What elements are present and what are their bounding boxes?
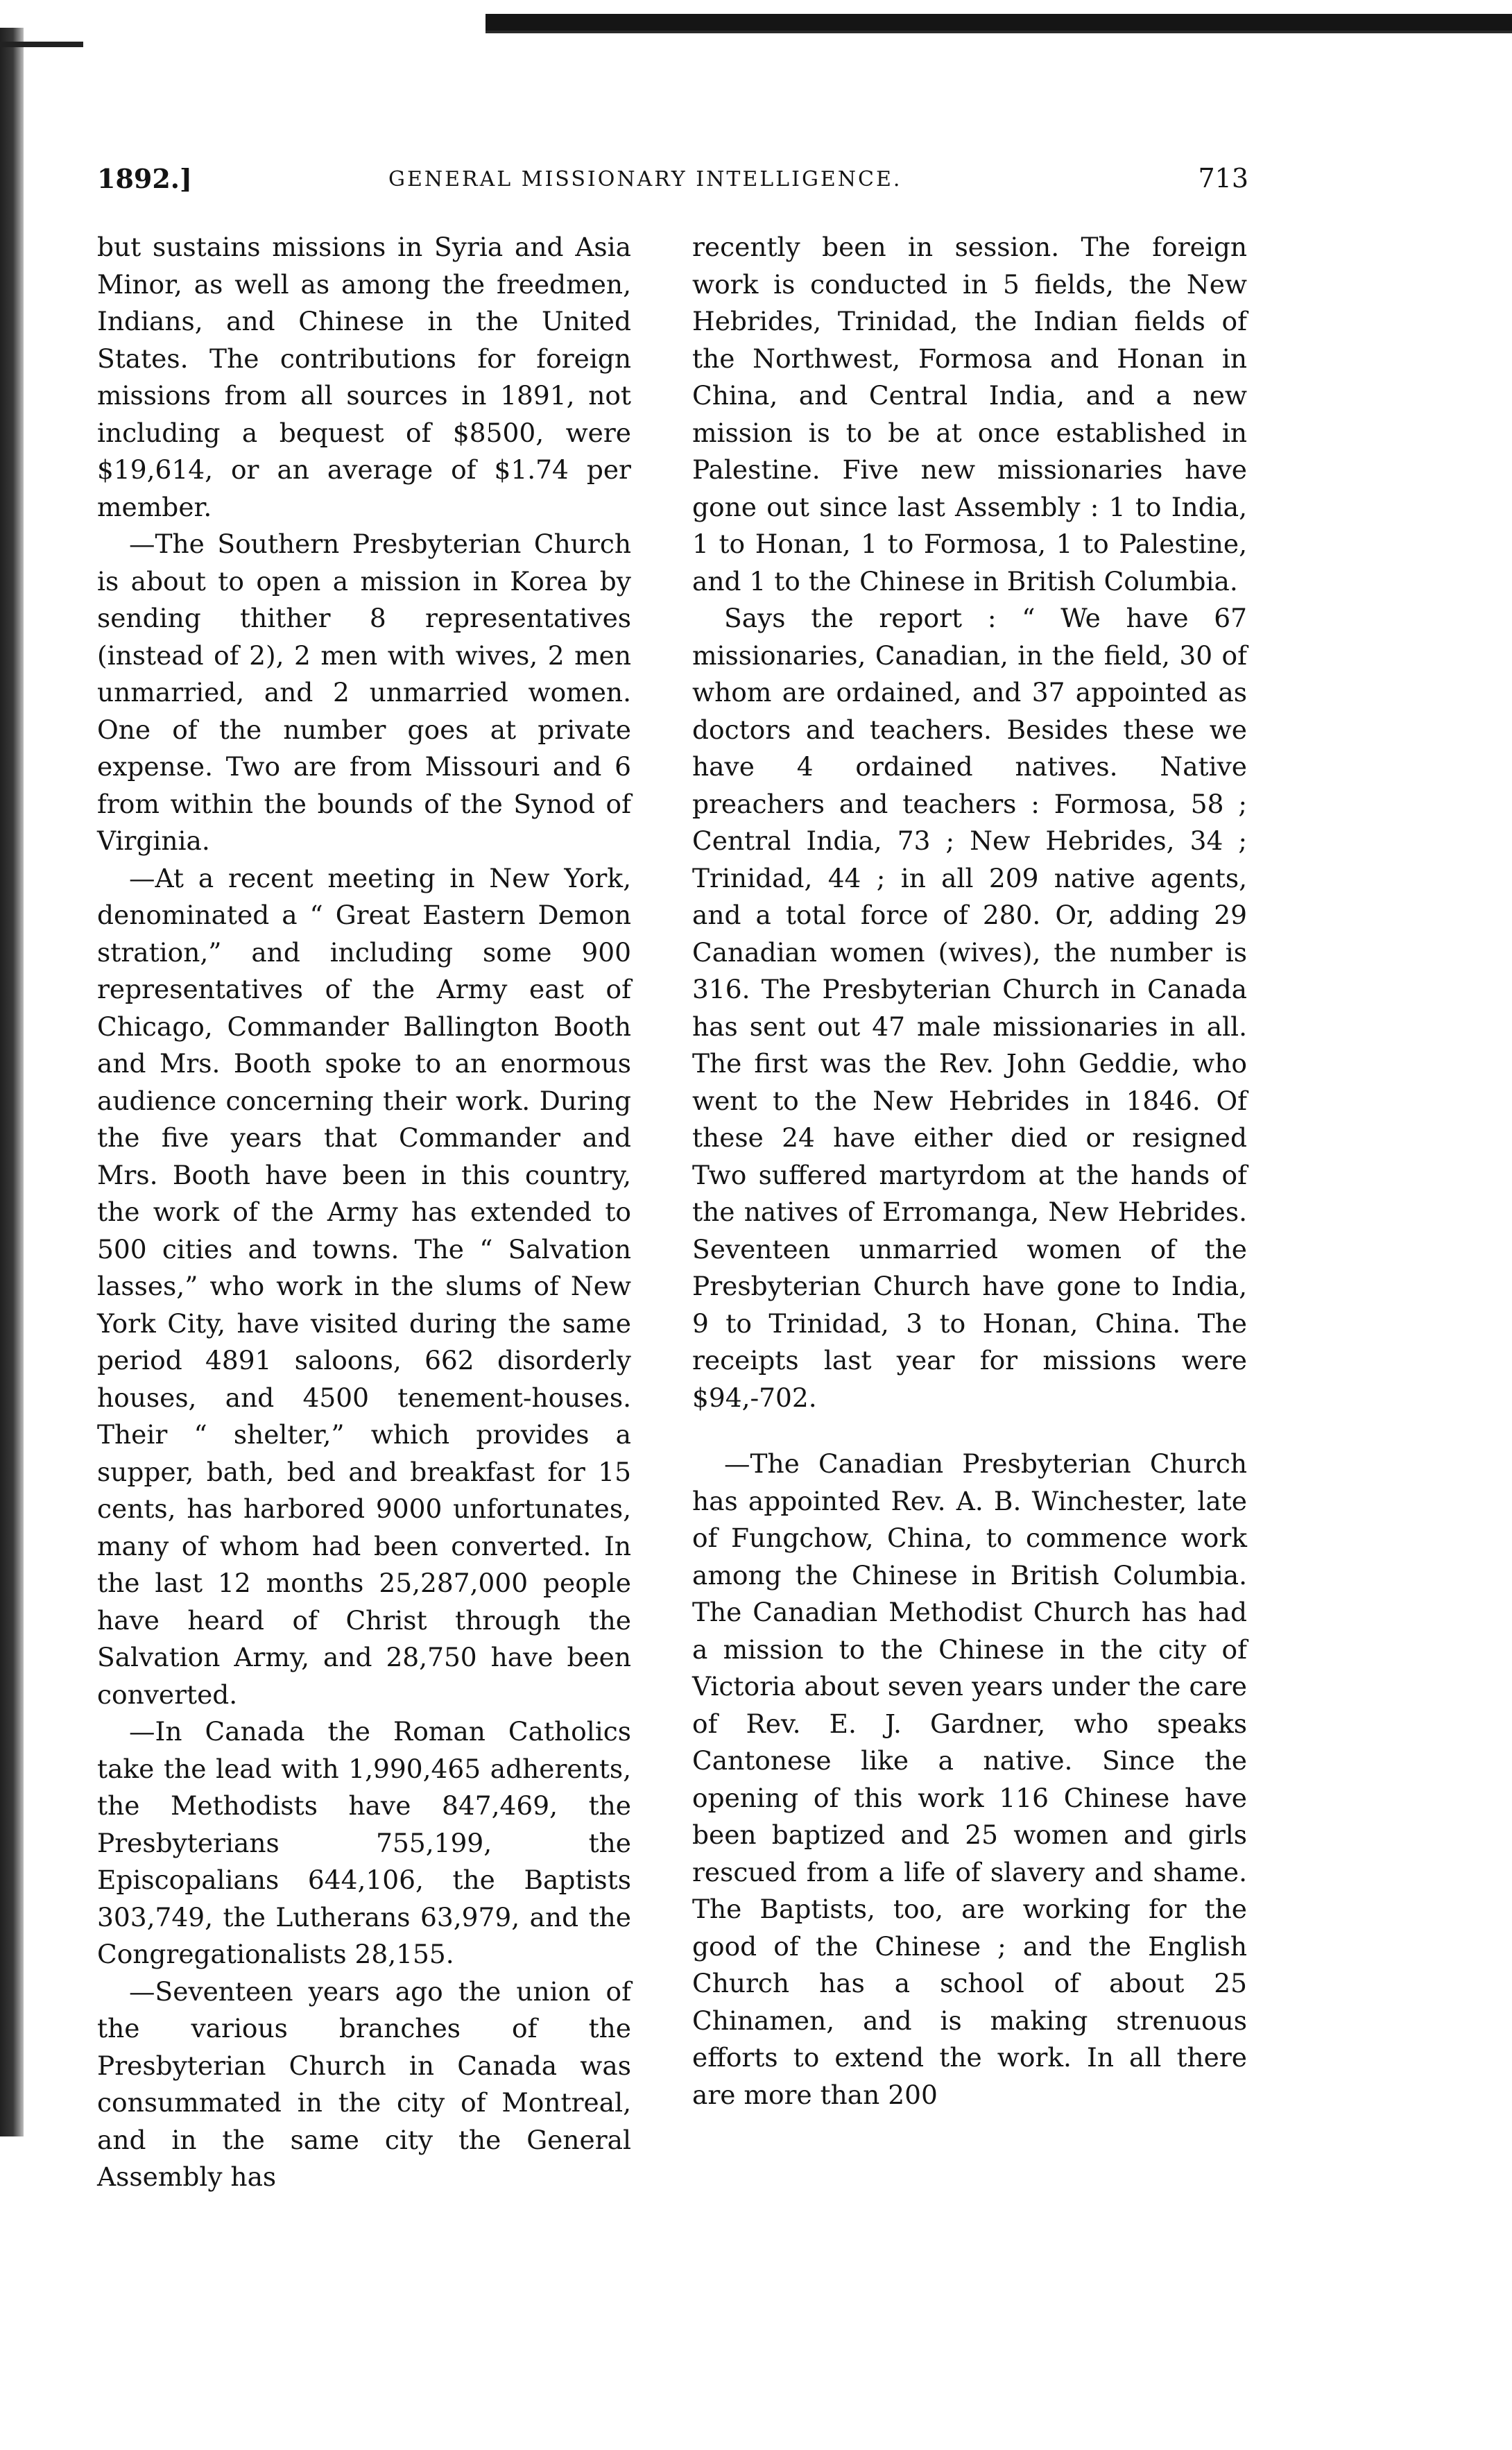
paragraph: —The Southern Presbyterian Church is about to open a mission in Korea by sending thither 8 representatives (instead of 2), 2 men with wives, 2 men unmarried, and 2 unmarried women. One of the number goes at private expense. Two are from Missouri and 6 from within the bounds of the Synod of Virginia. <box>97 529 631 856</box>
running-header <box>97 163 1248 205</box>
paragraph: recently been in session. The foreign work is conducted in 5 fields, the New Hebrides, Trinidad, the Indian fields of the Northwest, Formosa and Honan in China, and Central India, and a new mission is to be at once established in Palestine. Five new missionaries have gone out since last Assembly : 1 to India, 1 to Honan, 1 to Formosa, 1 to Palestine, and 1 to the Chinese in British Columbia. <box>692 232 1247 597</box>
top-rule <box>486 14 1512 32</box>
right-column <box>692 229 1247 2114</box>
paragraph: but sustains missions in Syria and Asia Minor, as well as among the freedmen, Indians, and Chinese in the United States. The contributions for foreign missions from all sources in 1891, not including a bequest of $8500, were $19,614, or an average of $1.74 per member. <box>97 232 631 522</box>
header-date: 1892.] <box>97 163 192 194</box>
paragraph: —The Canadian Presbyterian Church has appointed Rev. A. B. Winchester, late of Fungchow, China, to commence work among the Chinese in British Columbia. The Canadian Methodist Church has had a mission to the Chinese in the city of Victoria about seven years under the care of Rev. E. J. Gardner, who speaks Cantonese like a native. Since the opening of this work 116 Chinese have been baptized and 25 women and girls rescued from a life of slavery and shame. The Baptists, too, are working for the good of the Chinese ; and the English Church has a school of about 25 Chinamen, and is making strenuous efforts to extend the work. In all there are more than 200 <box>692 1448 1247 2110</box>
binding-tick <box>0 42 83 47</box>
binding-edge <box>0 28 24 2136</box>
header-title: GENERAL MISSIONARY INTELLIGENCE. <box>388 167 902 191</box>
paragraph: Says the report : “ We have 67 missionaries, Canadian, in the field, 30 of whom are ordained, and 37 appointed as doctors and teachers. Besides these we have 4 ordained natives. Native preachers and teachers : Formosa, 58 ; Central India, 73 ; New Hebrides, 34 ; Trinidad, 44 ; in all 209 native agents, and a total force of 280. Or, adding 29 Canadian women (wives), the number is 316. The Presbyterian Church in Canada has sent out 47 male missionaries in all. The first was the Rev. John Geddie, who went to the New Hebrides in 1846. Of these 24 have either died or resigned Two suffered martyrdom at the hands of the natives of Erromanga, New Hebrides. Seventeen unmarried women of the Presbyterian Church have gone to India, 9 to Trinidad, 3 to Honan, China. The receipts last year for missions were $94,-702. <box>692 603 1247 1413</box>
left-column <box>97 229 631 2196</box>
paragraph: —Seventeen years ago the union of the various branches of the Presbyterian Church in Canada was consummated in the city of Montreal, and in the same city the General Assembly has <box>97 1976 631 2192</box>
paragraph: —At a recent meeting in New York, denominated a “ Great Eastern Demon stration,” and including some 900 representatives of the Army east of Chicago, Commander Ballington Booth and Mrs. Booth spoke to an enormous audience concerning their work. During the five years that Commander and Mrs. Booth have been in this country, the work of the Army has extended to 500 cities and towns. The “ Salvation lasses,” who work in the slums of New York City, have visited during the same period 4891 saloons, 662 disorderly houses, and 4500 tenement-houses. Their “ shelter,” which provides a supper, bath, bed and breakfast for 15 cents, has harbored 9000 unfortunates, many of whom had been converted. In the last 12 months 25,287,000 people have heard of Christ through the Salvation Army, and 28,750 have been converted. <box>97 862 631 1710</box>
page-number: 713 <box>1198 163 1248 194</box>
paragraph: —In Canada the Roman Catholics take the lead with 1,990,465 adherents, the Methodists have 847,469, the Presbyterians 755,199, the Episcopalians 644,106, the Baptists 303,749, the Lutherans 63,979, and the Congregationalists 28,155. <box>97 1716 631 1969</box>
top-rule-thin <box>486 31 1512 33</box>
